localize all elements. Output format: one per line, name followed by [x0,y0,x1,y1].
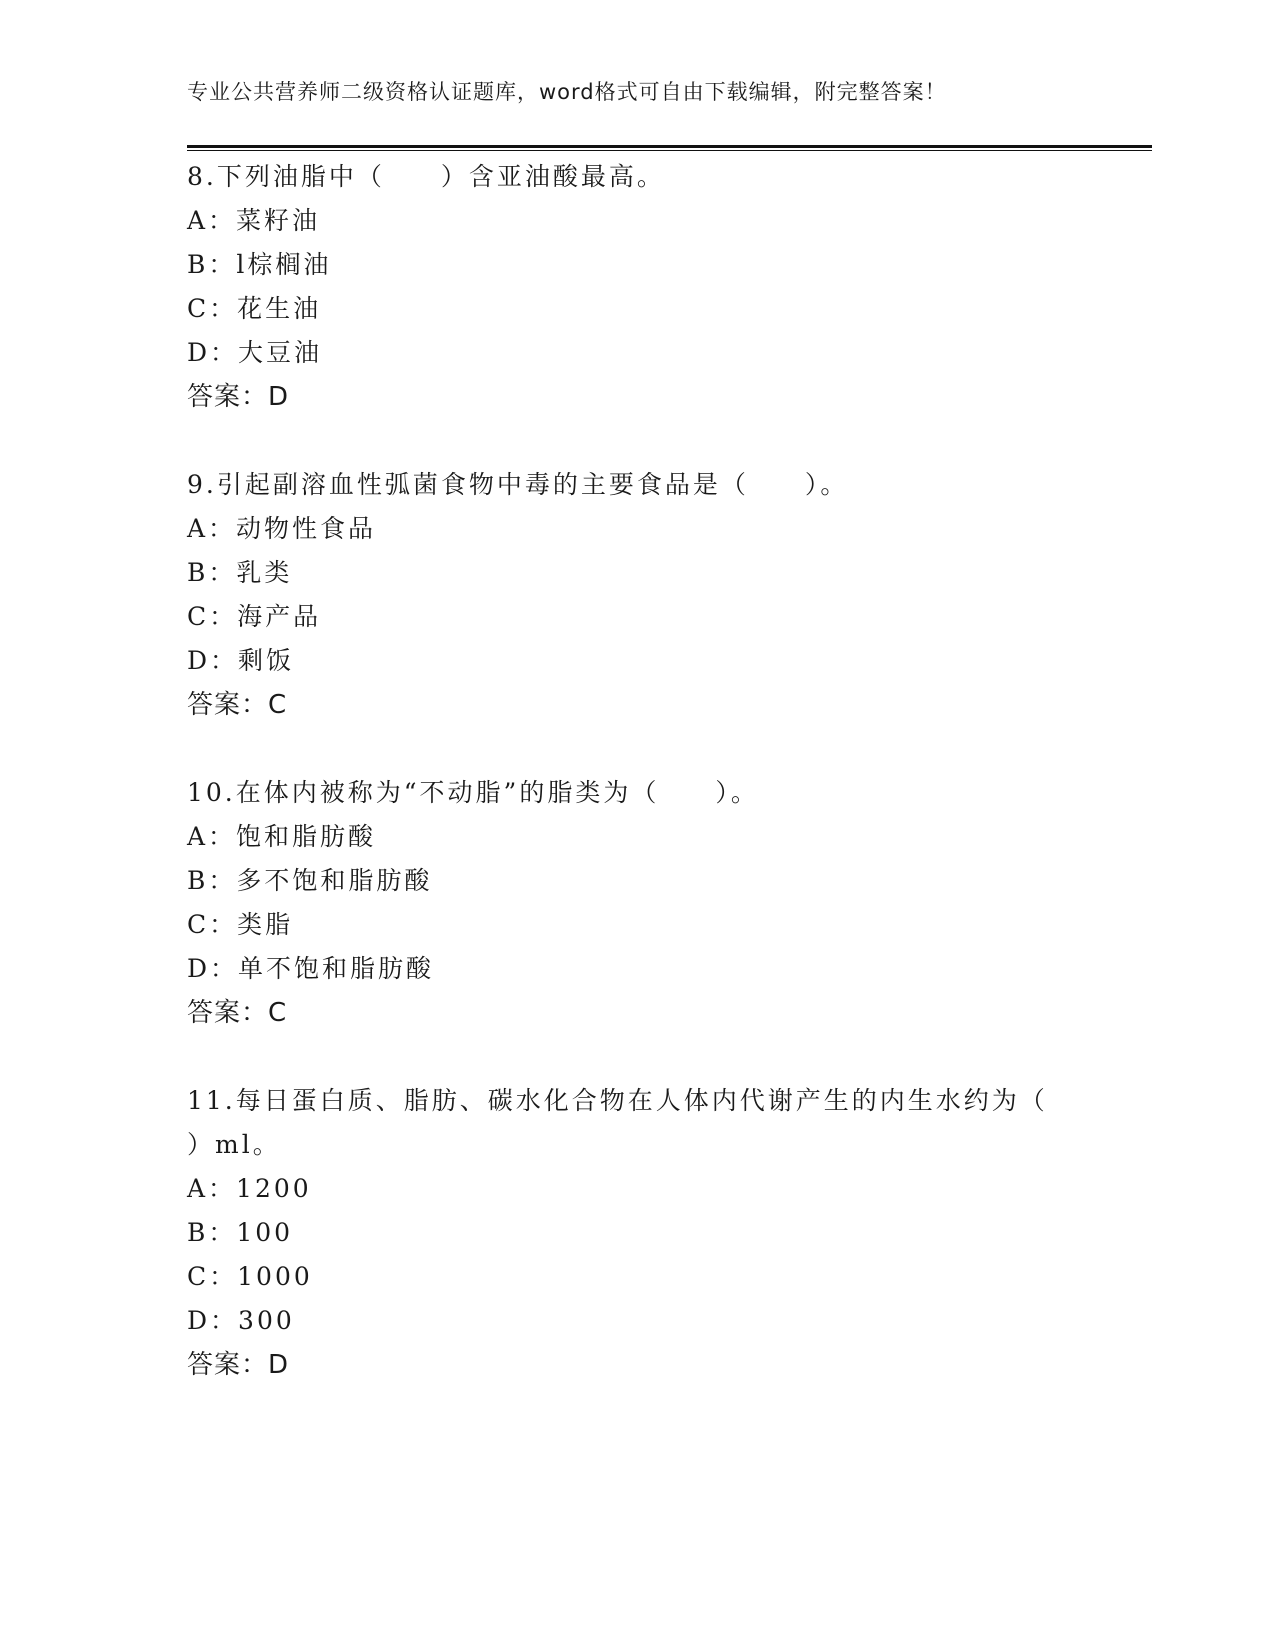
answer-line: 答案：D [187,1350,290,1380]
question-stem: 8.下列油脂中（ ）含亚油酸最高。 [187,162,665,191]
option-d: D：大豆油 [187,338,323,367]
option-b: B：多不饱和脂肪酸 [187,866,433,895]
option-a: A：饱和脂肪酸 [187,822,377,851]
answer-line: 答案：C [187,998,288,1028]
question-stem: 11.每日蛋白质、脂肪、碳水化合物在人体内代谢产生的内生水约为（ [187,1086,1048,1115]
page-header: 专业公共营养师二级资格认证题库，word格式可自由下载编辑，附完整答案！ [187,80,947,104]
option-c: C：类脂 [187,910,294,939]
question-stem: 10.在体内被称为“不动脂”的脂类为（ ）。 [187,778,759,807]
option-a: A：动物性食品 [187,514,377,543]
header-rule [187,145,1152,148]
option-d: D：300 [187,1306,295,1335]
question-stem: 9.引起副溶血性弧菌食物中毒的主要食品是（ ）。 [187,470,849,499]
option-d: D：剩饭 [187,646,295,675]
option-c: C：海产品 [187,602,322,631]
option-b: B：l棕榈油 [187,250,332,279]
answer-line: 答案：D [187,382,290,412]
option-c: C：花生油 [187,294,322,323]
option-c: C：1000 [187,1262,313,1291]
question-stem-continued: ）ml。 [187,1130,281,1159]
answer-line: 答案：C [187,690,288,720]
option-a: A：菜籽油 [187,206,321,235]
option-d: D：单不饱和脂肪酸 [187,954,435,983]
option-b: B：100 [187,1218,294,1247]
option-a: A：1200 [187,1174,312,1203]
header-rule-thin [187,150,1152,151]
option-b: B：乳类 [187,558,293,587]
